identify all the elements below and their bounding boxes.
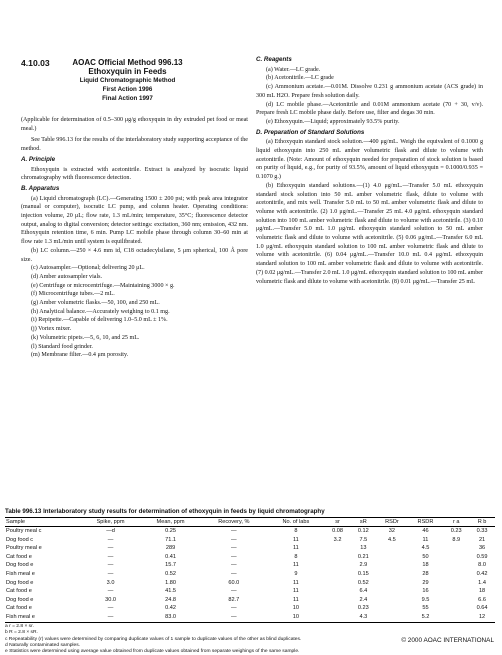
- first-action: First Action 1996: [102, 86, 153, 93]
- table-cell: 46: [422, 527, 429, 534]
- table-cell: 0.21: [357, 553, 369, 560]
- table-cell: 71.1: [165, 536, 176, 543]
- table-cell: —: [107, 553, 114, 560]
- table-cell: —: [231, 536, 237, 543]
- table-row: [5, 596, 495, 605]
- table-cell: 0.25: [165, 527, 176, 534]
- right-column: [256, 56, 483, 286]
- table-title: Table 996.13 Interlaboratory study results for determination of ethoxyquin in feeds by liquid chromatography: [5, 508, 325, 515]
- section-principle-heading: A. Principle: [21, 155, 56, 163]
- standard-item: (a) Ethoxyquin standard stock solution.—400 μg/mL. Weigh the equivalent of 0.1000 g liquid ethoxyquin into 250 mL amber volumetric flask and dilute to volume with acetonitrile. (Note: Amount of ethoxyquin needed for preparation of stock solution is based on purity of liquid, e.g., for purity of 93.5%, amount of liquid ethoxyquin = 0.1000/0.935 = 0.1070 g.): [256, 139, 483, 181]
- table-cell: 4.5: [388, 536, 396, 543]
- table-cell: [443, 562, 469, 571]
- section-apparatus-heading: B. Apparatus: [21, 184, 60, 192]
- table-cell: 28: [422, 570, 429, 577]
- table-cell: [376, 596, 407, 605]
- section-reagents-heading: C. Reagents: [256, 56, 292, 63]
- footnote: c Repeatability (r) values were determined by comparing duplicate values of 1 sample to duplicate values of the other as blind duplicates.: [5, 636, 302, 642]
- table-cell: —: [231, 562, 237, 569]
- table-cell: [376, 605, 407, 614]
- table-cell: 21: [478, 536, 486, 543]
- footnote: b R = 2.8 × sR.: [5, 630, 38, 636]
- table-cell: Cat food e: [6, 605, 32, 612]
- apparatus-item: (a) Liquid chromatograph (LC).—Generating 1500 ± 200 psi; with peak area integrator (manual or computer), isocratic LC pump, and column heater. Operating conditions: injection volume, 20 μL; flow rate, 1.3 mL/min; temperature, 35°C; fluorescence detector output, analog to digital conversion; detector settings: excitation, 360 nm; emission, 432 nm. Ethoxyquin retention time, 6 min. Pump LC mobile phase through column 30–60 min at flow rate 1.3 mL/min until system is equilibrated.: [21, 195, 248, 246]
- table-cell: [443, 545, 469, 554]
- table-cell: 13: [360, 545, 367, 552]
- table-cell: 11: [292, 579, 299, 586]
- apparatus-item: (f) Microcentrifuge tubes.—2 mL.: [31, 291, 115, 298]
- table-cell: 29: [422, 579, 429, 586]
- col-header-R: R b: [469, 518, 495, 527]
- table-cell: 10: [292, 605, 300, 612]
- col-header-r: r a: [443, 518, 469, 527]
- table-cell: 0.23: [450, 527, 462, 534]
- table-row: [5, 562, 495, 571]
- table-cell: 32: [388, 527, 396, 534]
- table-cell: 8.9: [452, 536, 461, 543]
- table-cell: 60.0: [228, 579, 240, 586]
- table-cell: Fish meal e: [5, 613, 81, 622]
- reagent-item: (b) Acetonitrile.—LC grade: [266, 75, 334, 82]
- table-cell: 1.80: [165, 579, 176, 586]
- apparatus-item: (c) Autosampler.—Optional; delivering 20 μL.: [31, 265, 145, 272]
- table-cell: 36: [478, 545, 486, 552]
- table-cell: 11: [292, 536, 299, 543]
- table-cell: 0.15: [357, 570, 369, 577]
- table-header-row: [5, 518, 495, 527]
- table-cell: 0.23: [357, 605, 369, 612]
- table-cell: 4.5: [421, 545, 430, 552]
- table-cell: [376, 553, 407, 562]
- table-cell: 11: [292, 588, 299, 595]
- col-header-sample: Sample: [5, 518, 81, 527]
- table-cell: 82.7: [228, 596, 240, 603]
- apparatus-item: (k) Volumetric pipets.—5, 6, 10, and 25 mL.: [31, 334, 140, 341]
- footnote: e Statistics were determined using average value obtained from duplicate values obtained from separate weighings of the same sample.: [5, 649, 300, 655]
- section-standards-heading: D. Preparation of Standard Solutions: [256, 128, 365, 136]
- table-cell: [325, 596, 351, 605]
- final-action: Final Action 1997: [102, 95, 153, 102]
- col-header-rsdR: RSDR: [408, 518, 444, 527]
- table-cell: 18: [478, 588, 486, 595]
- table-row: [5, 536, 495, 545]
- table-cell: [443, 553, 469, 562]
- method-subtitle: Ethoxyquin in Feeds: [88, 67, 167, 76]
- footnote: d Naturally contaminated samples.: [5, 642, 81, 648]
- table-cell: 3.2: [333, 536, 342, 543]
- table-cell: —: [231, 545, 237, 552]
- col-header-recovery: Recovery, %: [201, 518, 268, 527]
- col-header-rsdr: RSDr: [376, 518, 407, 527]
- table-cell: 0.42: [165, 605, 176, 612]
- table-cell: 0.41: [165, 553, 176, 560]
- table-cell: Dog food e: [6, 562, 34, 569]
- standard-item: (b) Ethoxyquin standard solutions.—(1) 4.0 μg/mL.—Transfer 5.0 mL ethoxyquin standard stock solution into 50 mL amber volumetric flask, dilute to volume with acetonitrile, and mix well. Transfer 5.0 mL to 50 mL amber volumetric flask and dilute to volume with acetonitrile. (2) 1.0 μg/mL.—Transfer 25 mL 4.0 μg/mL ethoxyquin standard solution into 100 mL amber volumetric flask and dilute to volume with acetonitrile. (3) 0.10 μg/mL.—Transfer 5.0 mL 1.0 μg/mL ethoxyquin standard solution to 50 mL amber volumetric flask and dilute to volume with acetonitrile. (5) 0.06 μg/mL.—Transfer 6.0 mL 1.0 μg/mL ethoxyquin standard solution to 100 mL amber volumetric flask and dilute to volume with acetonitrile. (6) 0.04 μg/mL.—Transfer 10.0 mL 0.4 μg/mL ethoxyquin standard solution to 100 mL amber volumetric flask and dilute to volume with acetonitrile. (7) 0.02 μg/mL.—Transfer 2.0 mL 1.0 μg/mL ethoxyquin standard solution to 100 mL amber volumetric flask and dilute to volume with acetonitrile. (8) 0.01 μg/mL.—Transfer 25 mL: [256, 182, 483, 285]
- table-cell: [325, 545, 351, 554]
- table-cell: [325, 579, 351, 588]
- method-header: [40, 58, 215, 103]
- reagent-item: (e) Ethoxyquin.—Liquid; approximately 93.5% purity.: [266, 118, 400, 125]
- table-cell: [325, 562, 351, 571]
- table-cell: [325, 588, 351, 597]
- table-cell: Poultry meal c: [6, 527, 42, 534]
- table-cell: 0.52: [357, 579, 369, 586]
- table-cell: —: [107, 536, 114, 543]
- table-cell: 0.08: [332, 527, 343, 534]
- apparatus-item: (d) Amber autosampler vials.: [31, 273, 103, 280]
- reagent-item: (c) Ammonium acetate.—0.01M. Dissolve 0.231 g ammonium acetate (ACS grade) in 300 mL H2O. Prepare fresh solution daily.: [256, 84, 483, 99]
- table-cell: 11: [422, 536, 429, 543]
- table-cell: 0.33: [476, 527, 488, 534]
- method-technique: Liquid Chromatographic Method: [79, 77, 176, 84]
- table-cell: [376, 570, 407, 579]
- table-cell: —: [231, 553, 237, 560]
- apparatus-item: (e) Centrifuge or microcentrifuge.—Maintaining 3000 × g.: [31, 282, 175, 289]
- table-row: [5, 579, 495, 588]
- table-cell: 30.0: [105, 596, 116, 603]
- table-cell: —: [231, 605, 237, 612]
- table-cell: [443, 579, 469, 588]
- table-cell: 4.3: [350, 613, 376, 622]
- table-row: [5, 570, 495, 579]
- apparatus-item: (b) LC column.—250 × 4.6 mm id, C18 octadecylsilane, 5 μm spherical, 100 Å pore size.: [21, 247, 248, 263]
- table-cell: —: [231, 570, 237, 577]
- table-cell: [325, 553, 351, 562]
- table-row: [5, 605, 495, 614]
- reagents-list: [256, 66, 483, 127]
- table-row: [5, 527, 495, 536]
- table-cell: —: [107, 562, 114, 569]
- col-header-labs: No. of labs: [267, 518, 325, 527]
- table-cell: [325, 570, 351, 579]
- table-cell: —: [107, 588, 114, 595]
- table-cell: Poultry meal e: [6, 545, 42, 552]
- table-row: [5, 545, 495, 554]
- apparatus-item: (i) Repipette.—Capable of delivering 1.0–5.0 mL ± 1%.: [31, 317, 168, 324]
- table-row: [5, 588, 495, 597]
- table-cell: —: [231, 588, 237, 595]
- table-cell: Dog food e: [6, 596, 34, 603]
- table-row: [5, 553, 495, 562]
- table-cell: 1.4: [478, 579, 486, 586]
- reagent-item: (d) LC mobile phase.—Acetonitrile and 0.01M ammonium acetate (70 + 30, v/v). Prepare fresh LC mobile phase daily. Before use, filter and degas 30 min.: [256, 101, 483, 117]
- table-cell: 16: [422, 588, 429, 595]
- applicability-text: (Applicable for determination of 0.5–300 μg/g ethoxyquin in dry extruded pet food or meat meal.): [21, 117, 248, 132]
- table-cell: [376, 562, 407, 571]
- table-cell: 11: [292, 562, 299, 569]
- table-cell: [325, 605, 351, 614]
- table-body: [5, 527, 495, 623]
- table-cell: 0.59: [476, 553, 488, 560]
- table-cell: Cat food e: [6, 588, 32, 595]
- left-column: [21, 116, 248, 360]
- table-cell: Fish meal e: [6, 570, 35, 577]
- table-cell: 18: [422, 562, 429, 569]
- table-cell: [376, 613, 407, 622]
- table-cell: [443, 570, 469, 579]
- table-cell: 2.9: [359, 562, 368, 569]
- table-cell: —d: [106, 527, 115, 534]
- table-cell: Cat food e: [6, 553, 32, 560]
- table-cell: 11: [292, 596, 299, 603]
- table-cell: 6.6: [478, 596, 486, 603]
- apparatus-item: (m) Membrane filter.—0.4 μm porosity.: [31, 352, 129, 359]
- col-header-spike: Spike, ppm: [81, 518, 141, 527]
- table-cell: 8.0: [478, 562, 486, 569]
- method-title: AOAC Official Method 996.13: [72, 58, 183, 67]
- table-cell: 0.12: [357, 527, 369, 534]
- table-cell: 9.5: [421, 596, 430, 603]
- apparatus-item: (g) Amber volumetric flasks.—50, 100, and 250 mL.: [31, 300, 160, 307]
- table-cell: 55: [422, 605, 429, 612]
- table-cell: —: [107, 605, 114, 612]
- table-cell: 289: [165, 545, 176, 552]
- apparatus-item: (h) Analytical balance.—Accurately weighing to 0.1 mg.: [31, 308, 170, 315]
- reagent-item: (a) Water.—LC grade.: [266, 66, 321, 73]
- table-cell: 83.0: [141, 613, 201, 622]
- table-cell: 11: [292, 545, 299, 552]
- results-table-block: [5, 508, 495, 655]
- table-cell: [325, 613, 351, 622]
- table-cell: 7.5: [359, 536, 368, 543]
- table-cell: 8: [294, 553, 298, 560]
- standards-list: [256, 138, 483, 286]
- table-cell: 5.2: [408, 613, 444, 622]
- table-cell: 15.7: [165, 562, 176, 569]
- col-header-mean: Mean, ppm: [141, 518, 201, 527]
- table-cell: [443, 605, 469, 614]
- table-cell: —: [107, 545, 114, 552]
- table-cell: 9: [294, 570, 298, 577]
- table-cell: 8: [294, 527, 298, 534]
- table-cell: [376, 579, 407, 588]
- table-cell: —: [107, 570, 114, 577]
- table-cell: 2.4: [359, 596, 368, 603]
- table-row: [5, 613, 495, 622]
- table-cell: 0.52: [165, 570, 176, 577]
- table-cell: 41.5: [165, 588, 176, 595]
- table-cell: 50: [422, 553, 429, 560]
- col-header-sR: sR: [350, 518, 376, 527]
- table-cell: [443, 588, 469, 597]
- table-cell: —: [231, 527, 237, 534]
- see-table-text: See Table 996.13 for the results of the interlaboratory study supporting acceptance of the method.: [21, 137, 248, 153]
- table-cell: [443, 613, 469, 622]
- footnote: a r = 2.8 × sr.: [5, 623, 34, 629]
- table-cell: 0.42: [476, 570, 488, 577]
- copyright-footer: © 2000 AOAC INTERNATIONAL: [401, 637, 494, 644]
- table-cell: 6.4: [359, 588, 368, 595]
- table-cell: 12: [469, 613, 495, 622]
- method-number: 4.10.03: [21, 58, 50, 68]
- table-cell: 3.0: [106, 579, 115, 586]
- table-cell: 0.64: [476, 605, 488, 612]
- table-cell: [376, 588, 407, 597]
- table-cell: 10: [267, 613, 325, 622]
- table-cell: 24.8: [165, 596, 176, 603]
- apparatus-list: [21, 195, 248, 360]
- principle-text: Ethoxyquin is extracted with acetonitrile. Extract is analyzed by isocratic liquid chromatography with fluorescence detection.: [21, 166, 248, 182]
- table-cell: [443, 596, 469, 605]
- apparatus-item: (j) Vortex mixer.: [31, 326, 72, 333]
- table-cell: [376, 545, 407, 554]
- results-table: [5, 517, 495, 623]
- apparatus-item: (l) Standard food grinder.: [31, 343, 93, 350]
- table-cell: —: [81, 613, 141, 622]
- table-cell: Dog food e: [6, 579, 34, 586]
- table-cell: —: [201, 613, 268, 622]
- table-cell: Dog food c: [6, 536, 34, 543]
- col-header-sr: sr: [325, 518, 351, 527]
